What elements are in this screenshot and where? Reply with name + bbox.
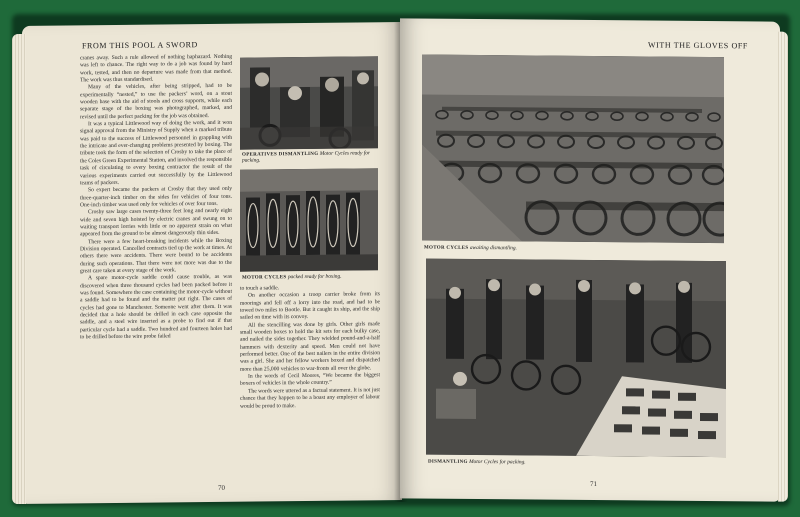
paragraph: cranes away. Such a rule allowed of nothing haphazard. Nothing was left to chance. The right way to do a job was found by hard work, tested, and then no departure was made from that method. The work was thus standardised. xyxy=(80,53,232,84)
right-caption-1 xyxy=(424,245,724,254)
left-caption-2-lead: MOTOR CYCLES xyxy=(242,275,287,281)
left-caption-2-rest: packed ready for boxing. xyxy=(287,273,342,281)
paragraph: A spare motor-cycle saddle could cause trouble, as was discovered when three thousand cycles had been packed before it was found. Somewhere the case containing the motor-cycle without a saddle had to be found and the matter put right. The cases of cycles had gone to Manchester. Someone went after them. It was decided that a hole should be drilled in each case opposite the saddle, and a steel wire inserted as a probe to find out if that particular cycle had a saddle. Two hundred and fourteen holes had to be drilled before the wire probe failed xyxy=(80,274,232,341)
paragraph: So expert became the packers at Crosby that they used only three-quarter-inch timber on the sides for vehicles of four tons. One-inch timber was used only for vehicles of over four tons. xyxy=(80,185,232,209)
right-caption-2-lead: DISMANTLING xyxy=(428,459,468,465)
left-caption-1-rest: Motor Cycles ready for packing. xyxy=(242,150,371,164)
right-caption-2 xyxy=(428,459,728,468)
left-caption-1 xyxy=(242,150,380,163)
photo-motor-cycles-packed xyxy=(240,168,378,271)
paragraph: Crosby saw large cases twenty-three feet long and nearly eight wide and seven high hoisted by electric cranes and swung on to waiting transport lorries with little or no apparent strain on what appeared from the ground to be almost dangerously thin sides. xyxy=(80,208,232,238)
paragraph: The words were uttered as a factual statement. It is not just chance that they happen to be a boast any employer of labour would be proud to make. xyxy=(240,387,380,410)
right-caption-2-rest: Motor Cycles for packing. xyxy=(469,458,526,466)
left-column-text xyxy=(80,54,232,476)
photo-motor-cycles-awaiting xyxy=(422,55,724,244)
paragraph: It was a typical Littlewood way of doing the work, and it won signal approval from the Ministry of Supply when a marked tribute was paid to the success of Littlewood personnel in grappling with the intricate and ever-changing problems presented by boxing. The tribute took the form of the selection of Crosby to take the place of the Coles Green Experimental Station, and involved the responsible task of circulating to every boxing contractor the result of the various experiments carried out successfully by the Littlewood teams of packers. xyxy=(80,119,232,187)
left-running-head: FROM THIS POOL A SWORD xyxy=(82,40,198,51)
right-caption-1-lead: MOTOR CYCLES xyxy=(424,245,469,251)
right-page xyxy=(400,18,780,501)
paragraph: In the words of Cecil Moores, “We became the biggest boxers of vehicles in the whole country.” xyxy=(240,372,380,388)
paragraph: On another occasion a troop carrier broke from its moorings and fell off a lorry into the road, and had to be towed two miles to Bootle. But it caught its ship, and the ship sailed on time with its convoy. xyxy=(240,291,380,322)
left-page-number: 70 xyxy=(218,483,225,492)
paragraph: There were a few heart-breaking incidents while the Boxing Division operated. Cancelled contracts tied up the work at times. At others there were accidents. There were bound to be accidents during such operations. That there were not more was due to the great care taken at every stage of the work. xyxy=(80,237,232,275)
left-caption-2 xyxy=(242,273,380,280)
paragraph: Many of the vehicles, after being stripped, had to be experimentally “nested,” to use the packers’ word, on a stout wooden base with the aid of stools and cross supports, while each separate stage of the boxing was photographed, marked, and revised until the perfect packing for the job was obtained. xyxy=(80,83,232,121)
left-caption-1-lead: OPERATIVES DISMANTLING xyxy=(242,151,319,158)
photo-dismantling-motor-cycles xyxy=(426,259,726,458)
left-page xyxy=(22,22,402,504)
right-page-number: 71 xyxy=(590,480,597,489)
paragraph: All the stencilling was done by girls. Other girls made small wooden boxes to hold the kit sets for each bulky case, and nailed the sides together. They wielded pound-and-a-half hammers with dexterity and speed. Men could not have performed better. One of the best nailers in the entire division was a girl. She and her fellow workers boxed and dispatched more than 25,000 vehicles to war-fronts all over the globe. xyxy=(240,320,380,373)
right-caption-1-rest: awaiting dismantling. xyxy=(469,244,517,252)
photo-operatives-dismantling xyxy=(240,56,378,149)
right-running-head: WITH THE GLOVES OFF xyxy=(648,40,748,51)
right-column-text xyxy=(240,284,380,475)
paragraph: to touch a saddle. xyxy=(240,285,280,292)
